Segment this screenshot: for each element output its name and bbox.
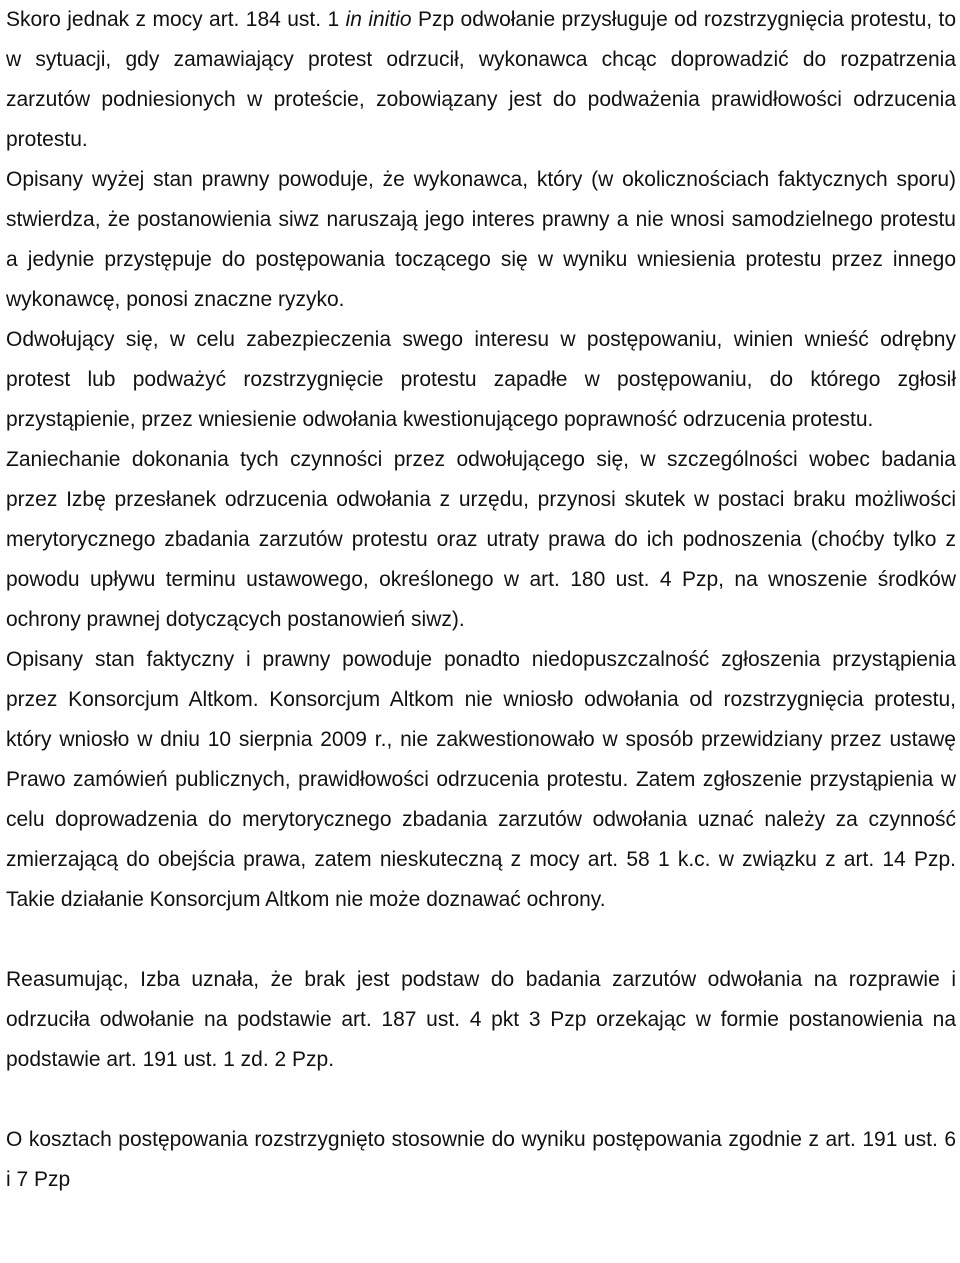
paragraph-1-text-start: Skoro jednak z mocy art. 184 ust. 1 (6, 8, 346, 31)
paragraph-2: Opisany wyżej stan prawny powoduje, że wykonawca, który (w okolicznościach faktycznych sporu) stwierdza, że postanowienia siwz naruszają jego interes prawny a nie wnosi samodzielnego protestu a jedynie przystępuje do postępowania toczącego się w wyniku wniesienia protestu przez innego wykonawcę, ponosi znaczne ryzyko. (6, 168, 956, 311)
paragraph-spacer (6, 1080, 956, 1120)
paragraph-5: Opisany stan faktyczny i prawny powoduje ponadto niedopuszczalność zgłoszenia przystąpienia przez Konsorcjum Altkom. Konsorcjum Altkom nie wniosło odwołania od rozstrzygnięcia protestu, który wniosło w dniu 10 sierpnia 2009 r., nie zakwestionowało w sposób przewidziany przez ustawę Prawo zamówień publicznych, prawidłowości odrzucenia protestu. Zatem zgłoszenie przystąpienia w celu doprowadzenia do merytorycznego zbadania zarzutów odwołania uznać należy za czynność zmierzającą do obejścia prawa, zatem nieskuteczną z mocy art. 58 1 k.c. w związku z art. 14 Pzp. Takie działanie Konsorcjum Altkom nie może doznawać ochrony. (6, 648, 956, 911)
paragraph-1 (6, 0, 956, 160)
paragraph-4: Zaniechanie dokonania tych czynności przez odwołującego się, w szczególności wobec badania przez Izbę przesłanek odrzucenia odwołania z urzędu, przynosi skutek w postaci braku możliwości merytorycznego zbadania zarzutów protestu oraz utraty prawa do ich podnoszenia (choćby tylko z powodu upływu terminu ustawowego, określonego w art. 180 ust. 4 Pzp, na wnoszenie środków ochrony prawnej dotyczących postanowień siwz). (6, 448, 956, 631)
paragraph-6: Reasumując, Izba uznała, że brak jest podstaw do badania zarzutów odwołania na rozprawie i odrzuciła odwołanie na podstawie art. 187 ust. 4 pkt 3 Pzp orzekając w formie postanowienia na podstawie art. 191 ust. 1 zd. 2 Pzp. (6, 968, 956, 1071)
paragraph-spacer (6, 920, 956, 960)
paragraph-7: O kosztach postępowania rozstrzygnięto stosownie do wyniku postępowania zgodnie z art. 191 ust. 6 i 7 Pzp (6, 1128, 956, 1191)
paragraph-1-text-end: Pzp odwołanie przysługuje od rozstrzygnięcia protestu, to w sytuacji, gdy zamawiający protest odrzucił, wykonawca chcąc doprowadzić do rozpatrzenia zarzutów podniesionych w proteście, zobowiązany jest do podważenia prawidłowości odrzucenia protestu. (6, 8, 957, 151)
document-page (6, 0, 956, 1200)
paragraph-1-italic-phrase: in initio (345, 8, 412, 31)
paragraph-3: Odwołujący się, w celu zabezpieczenia swego interesu w postępowaniu, winien wnieść odrębny protest lub podważyć rozstrzygnięcie protestu zapadłe w postępowaniu, do którego zgłosił przystąpienie, przez wniesienie odwołania kwestionującego poprawność odrzucenia protestu. (6, 328, 956, 431)
